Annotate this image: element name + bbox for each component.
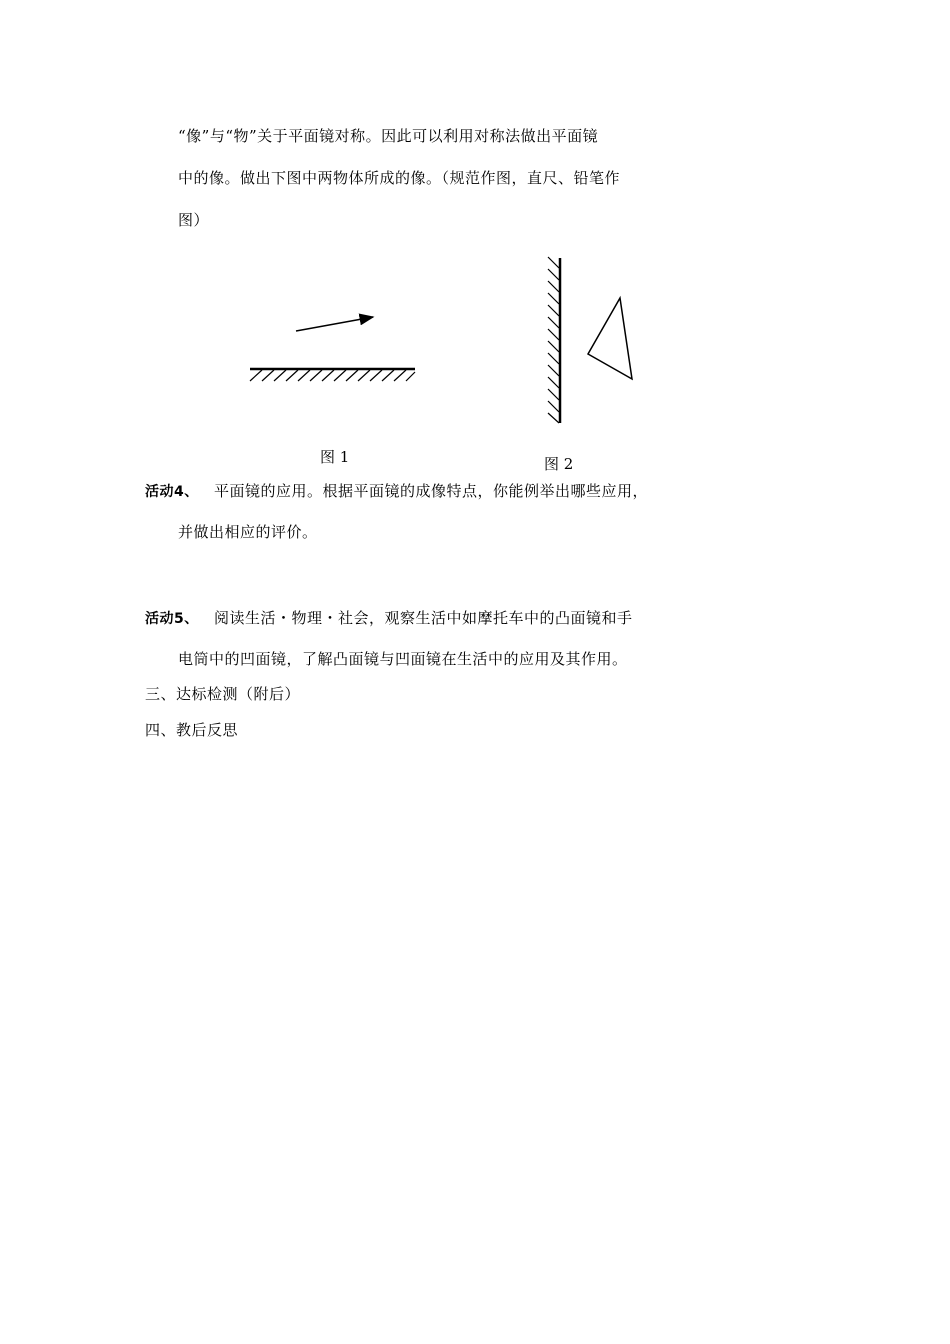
object-arrow: [296, 317, 373, 331]
figure2-caption: 图 2: [544, 455, 574, 473]
mirror-hatching-vertical: [548, 257, 559, 423]
activity5-line1: [145, 608, 633, 629]
figure1: [250, 317, 415, 381]
figure2: [548, 257, 632, 423]
paragraph1-line2: 中的像。做出下图中两物体所成的像。（规范作图，直尺、铅笔作: [178, 169, 621, 187]
activity4-text: 平面镜的应用。根据平面镜的成像特点，你能例举出哪些应用，: [214, 482, 649, 500]
object-triangle: [588, 298, 632, 379]
activity4-line2: 并做出相应的评价。: [178, 523, 318, 541]
paragraph1-line3: 图）: [178, 211, 210, 229]
activity4-line1: [145, 481, 648, 502]
section4-heading: 四、教后反思: [145, 721, 239, 739]
activity5-line2: 电筒中的凹面镜，了解凸面镜与凹面镜在生活中的应用及其作用。: [178, 650, 628, 668]
mirror-hatching-horizontal: [250, 370, 415, 381]
section3-heading: 三、达标检测（附后）: [145, 685, 301, 703]
figure1-caption: 图 1: [320, 448, 350, 466]
paragraph1-line1: “像”与“物”关于平面镜对称。因此可以利用对称法做出平面镜: [178, 127, 599, 145]
activity5-label: 活动5、: [145, 611, 199, 627]
activity4-label: 活动4、: [145, 484, 199, 500]
activity5-text: 阅读生活・物理・社会，观察生活中如摩托车中的凸面镜和手: [214, 609, 633, 627]
